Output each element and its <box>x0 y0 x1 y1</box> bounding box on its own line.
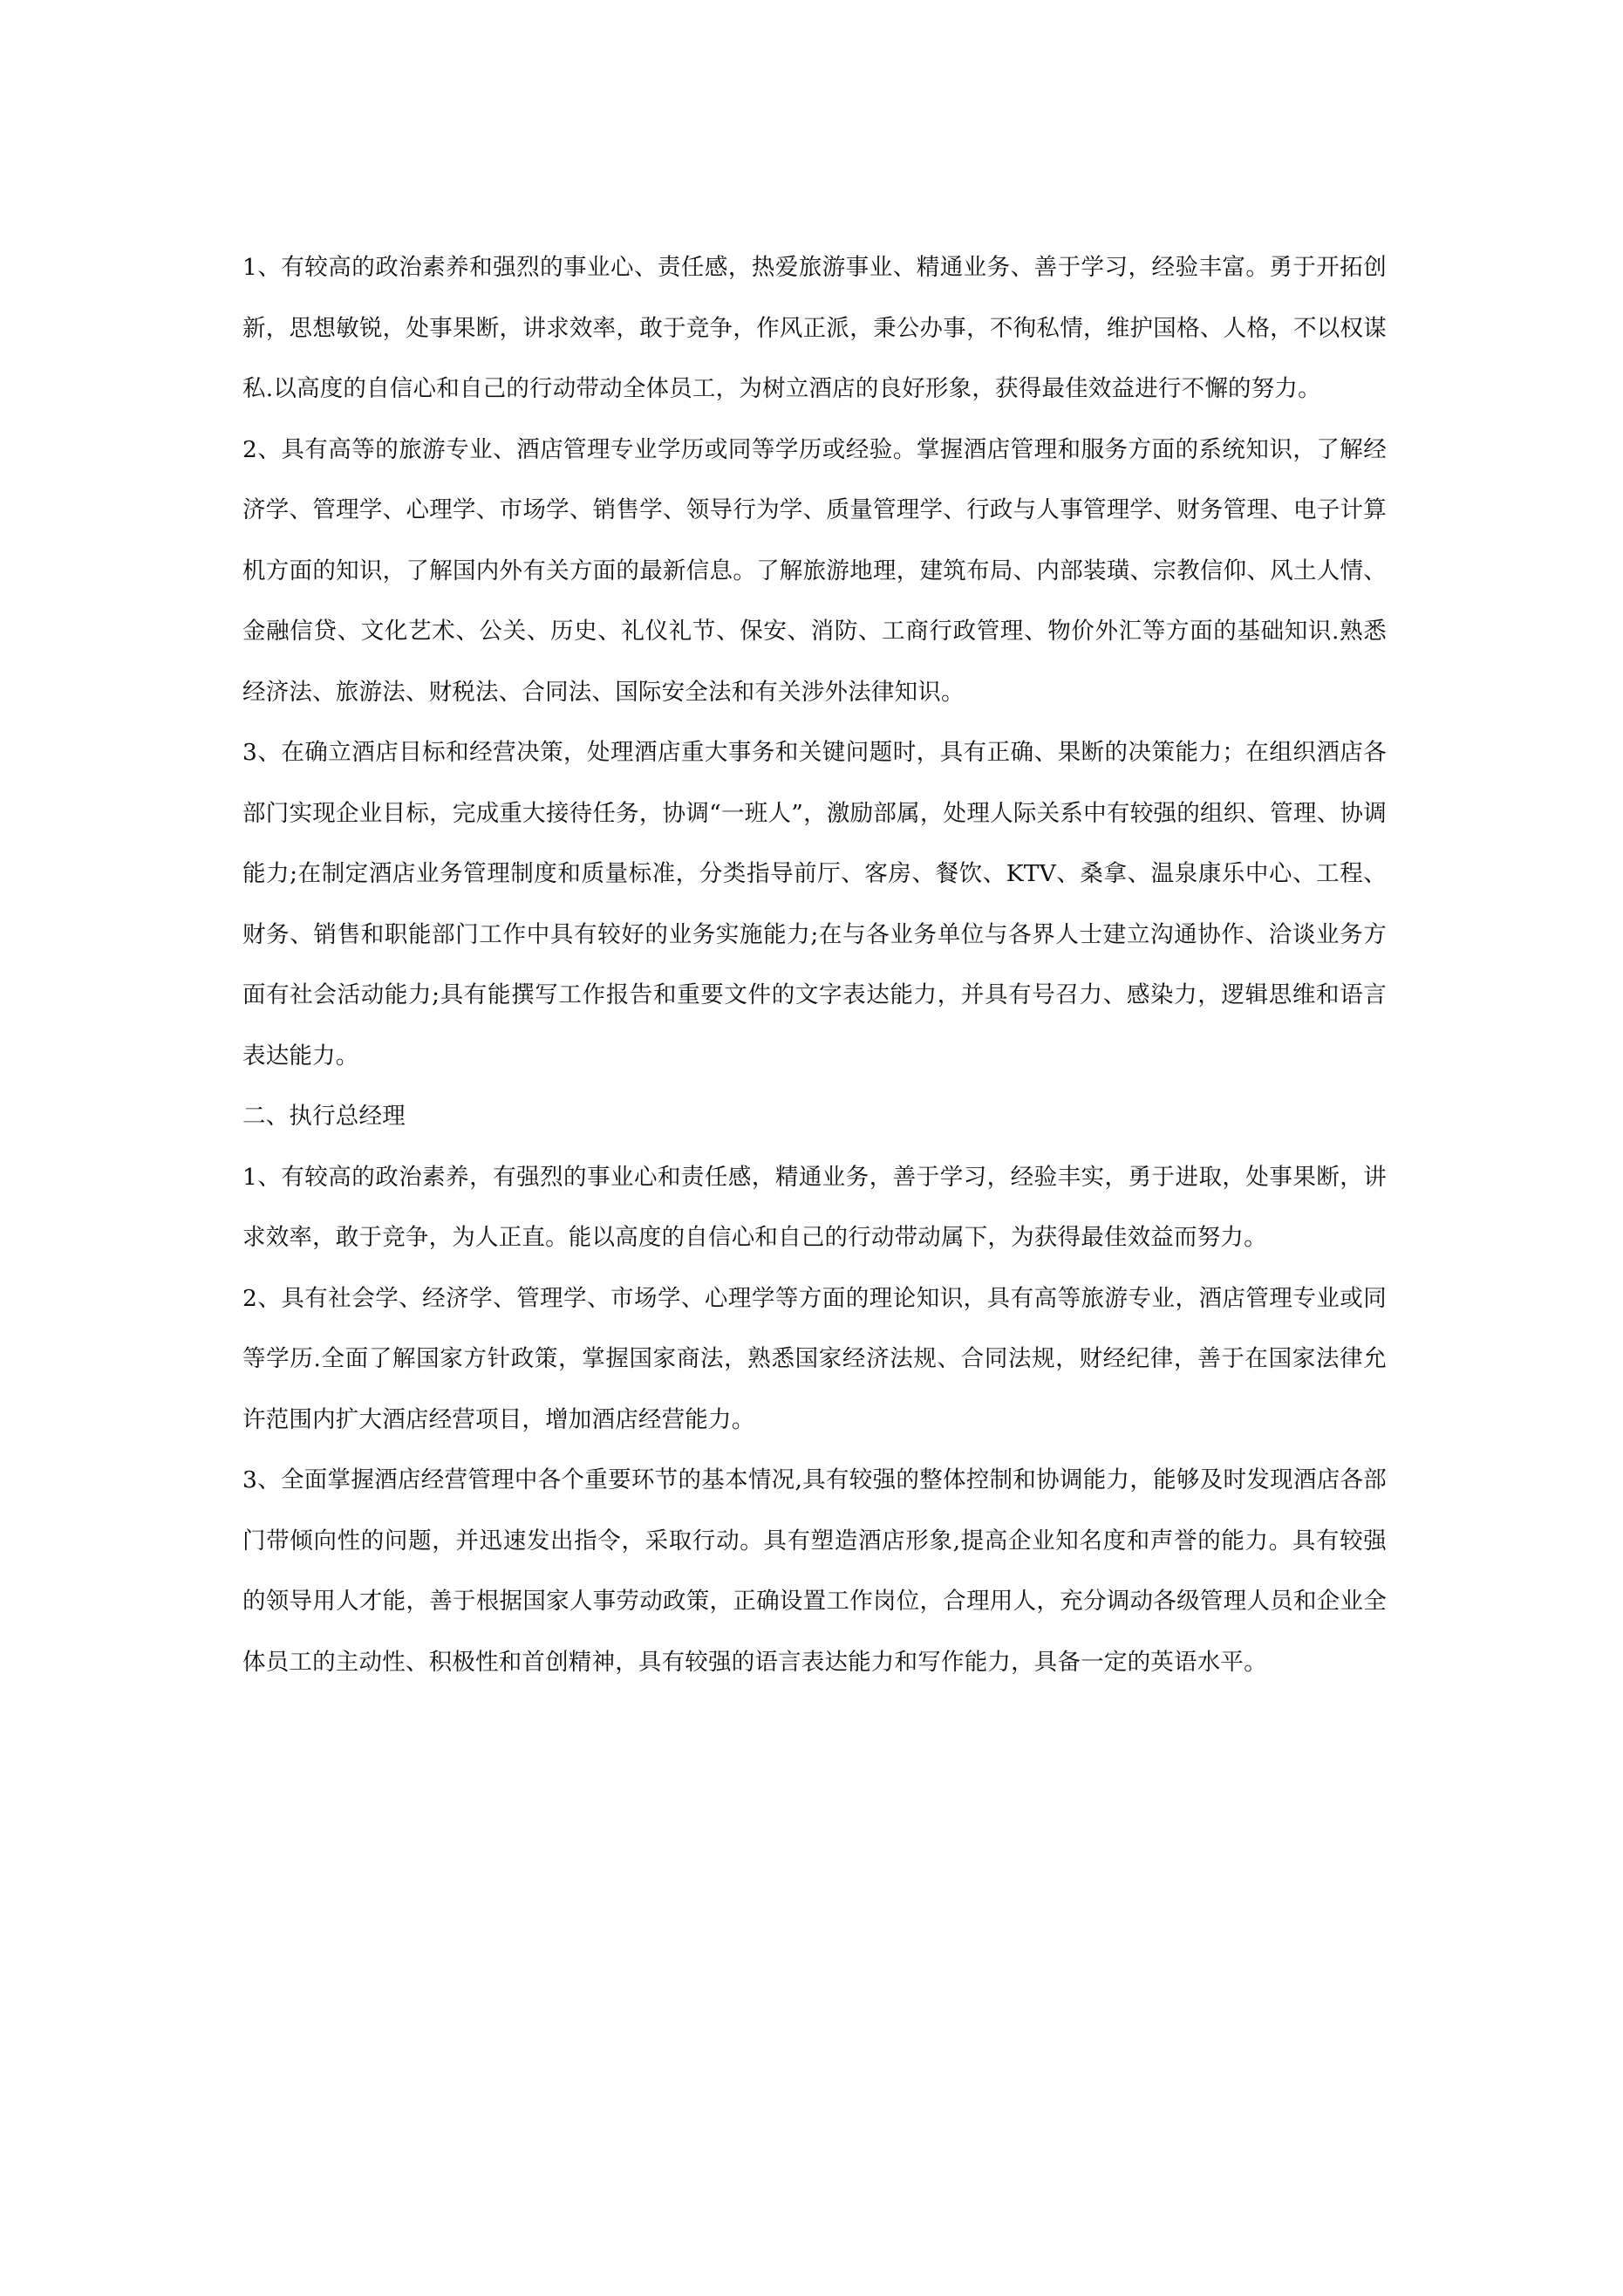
paragraph-gm-requirement-3: 3、在确立酒店目标和经营决策，处理酒店重大事务和关键问题时，具有正确、果断的决策能力；在组织酒店各部门实现企业目标，完成重大接待任务，协调“一班人”，激励部属，处理人际关系中有较强的组织、管理、协调能力;在制定酒店业务管理制度和质量标准，分类指导前厅、客房、餐饮、KTV、桑拿、温泉康乐中心、工程、财务、销售和职能部门工作中具有较好的业务实施能力;在与各业务单位与各界人士建立沟通协作、洽谈业务方面有社会活动能力;具有能撰写工作报告和重要文件的文字表达能力，并具有号召力、感染力，逻辑思维和语言表达能力。 <box>242 739 1387 1069</box>
paragraph-egm-requirement-1: 1、有较高的政治素养，有强烈的事业心和责任感，精通业务，善于学习，经验丰实，勇于进取，处事果断，讲求效率，敢于竞争，为人正直。能以高度的自信心和自己的行动带动属下，为获得最佳效益而努力。 <box>242 1163 1387 1251</box>
document-body <box>242 237 1387 1692</box>
paragraph-gm-requirement-2: 2、具有高等的旅游专业、酒店管理专业学历或同等学历或经验。掌握酒店管理和服务方面的系统知识，了解经济学、管理学、心理学、市场学、销售学、领导行为学、质量管理学、行政与人事管理学、财务管理、电子计算机方面的知识，了解国内外有关方面的最新信息。了解旅游地理，建筑布局、内部装璜、宗教信仰、风土人情、金融信贷、文化艺术、公关、历史、礼仪礼节、保安、消防、工商行政管理、物价外汇等方面的基础知识.熟悉经济法、旅游法、财税法、合同法、国际安全法和有关涉外法律知识。 <box>242 435 1387 706</box>
section-heading-executive-gm: 二、执行总经理 <box>242 1103 406 1130</box>
paragraph-egm-requirement-3: 3、全面掌握酒店经营管理中各个重要环节的基本情况,具有较强的整体控制和协调能力，能够及时发现酒店各部门带倾向性的问题，并迅速发出指令，采取行动。具有塑造酒店形象,提高企业知名度和声誉的能力。具有较强的领导用人才能，善于根据国家人事劳动政策，正确设置工作岗位，合理用人，充分调动各级管理人员和企业全体员工的主动性、积极性和首创精神，具有较强的语言表达能力和写作能力，具备一定的英语水平。 <box>242 1466 1387 1676</box>
paragraph-gm-requirement-1: 1、有较高的政治素养和强烈的事业心、责任感，热爱旅游事业、精通业务、善于学习，经验丰富。勇于开拓创新，思想敏锐，处事果断，讲求效率，敢于竞争，作风正派，秉公办事，不徇私情，维护国格、人格，不以权谋私.以高度的自信心和自己的行动带动全体员工，为树立酒店的良好形象，获得最佳效益进行不懈的努力。 <box>242 254 1387 402</box>
paragraph-egm-requirement-2: 2、具有社会学、经济学、管理学、市场学、心理学等方面的理论知识，具有高等旅游专业，酒店管理专业或同等学历.全面了解国家方针政策，掌握国家商法，熟悉国家经济法规、合同法规，财经纪律，善于在国家法律允许范围内扩大酒店经营项目，增加酒店经营能力。 <box>242 1284 1387 1433</box>
